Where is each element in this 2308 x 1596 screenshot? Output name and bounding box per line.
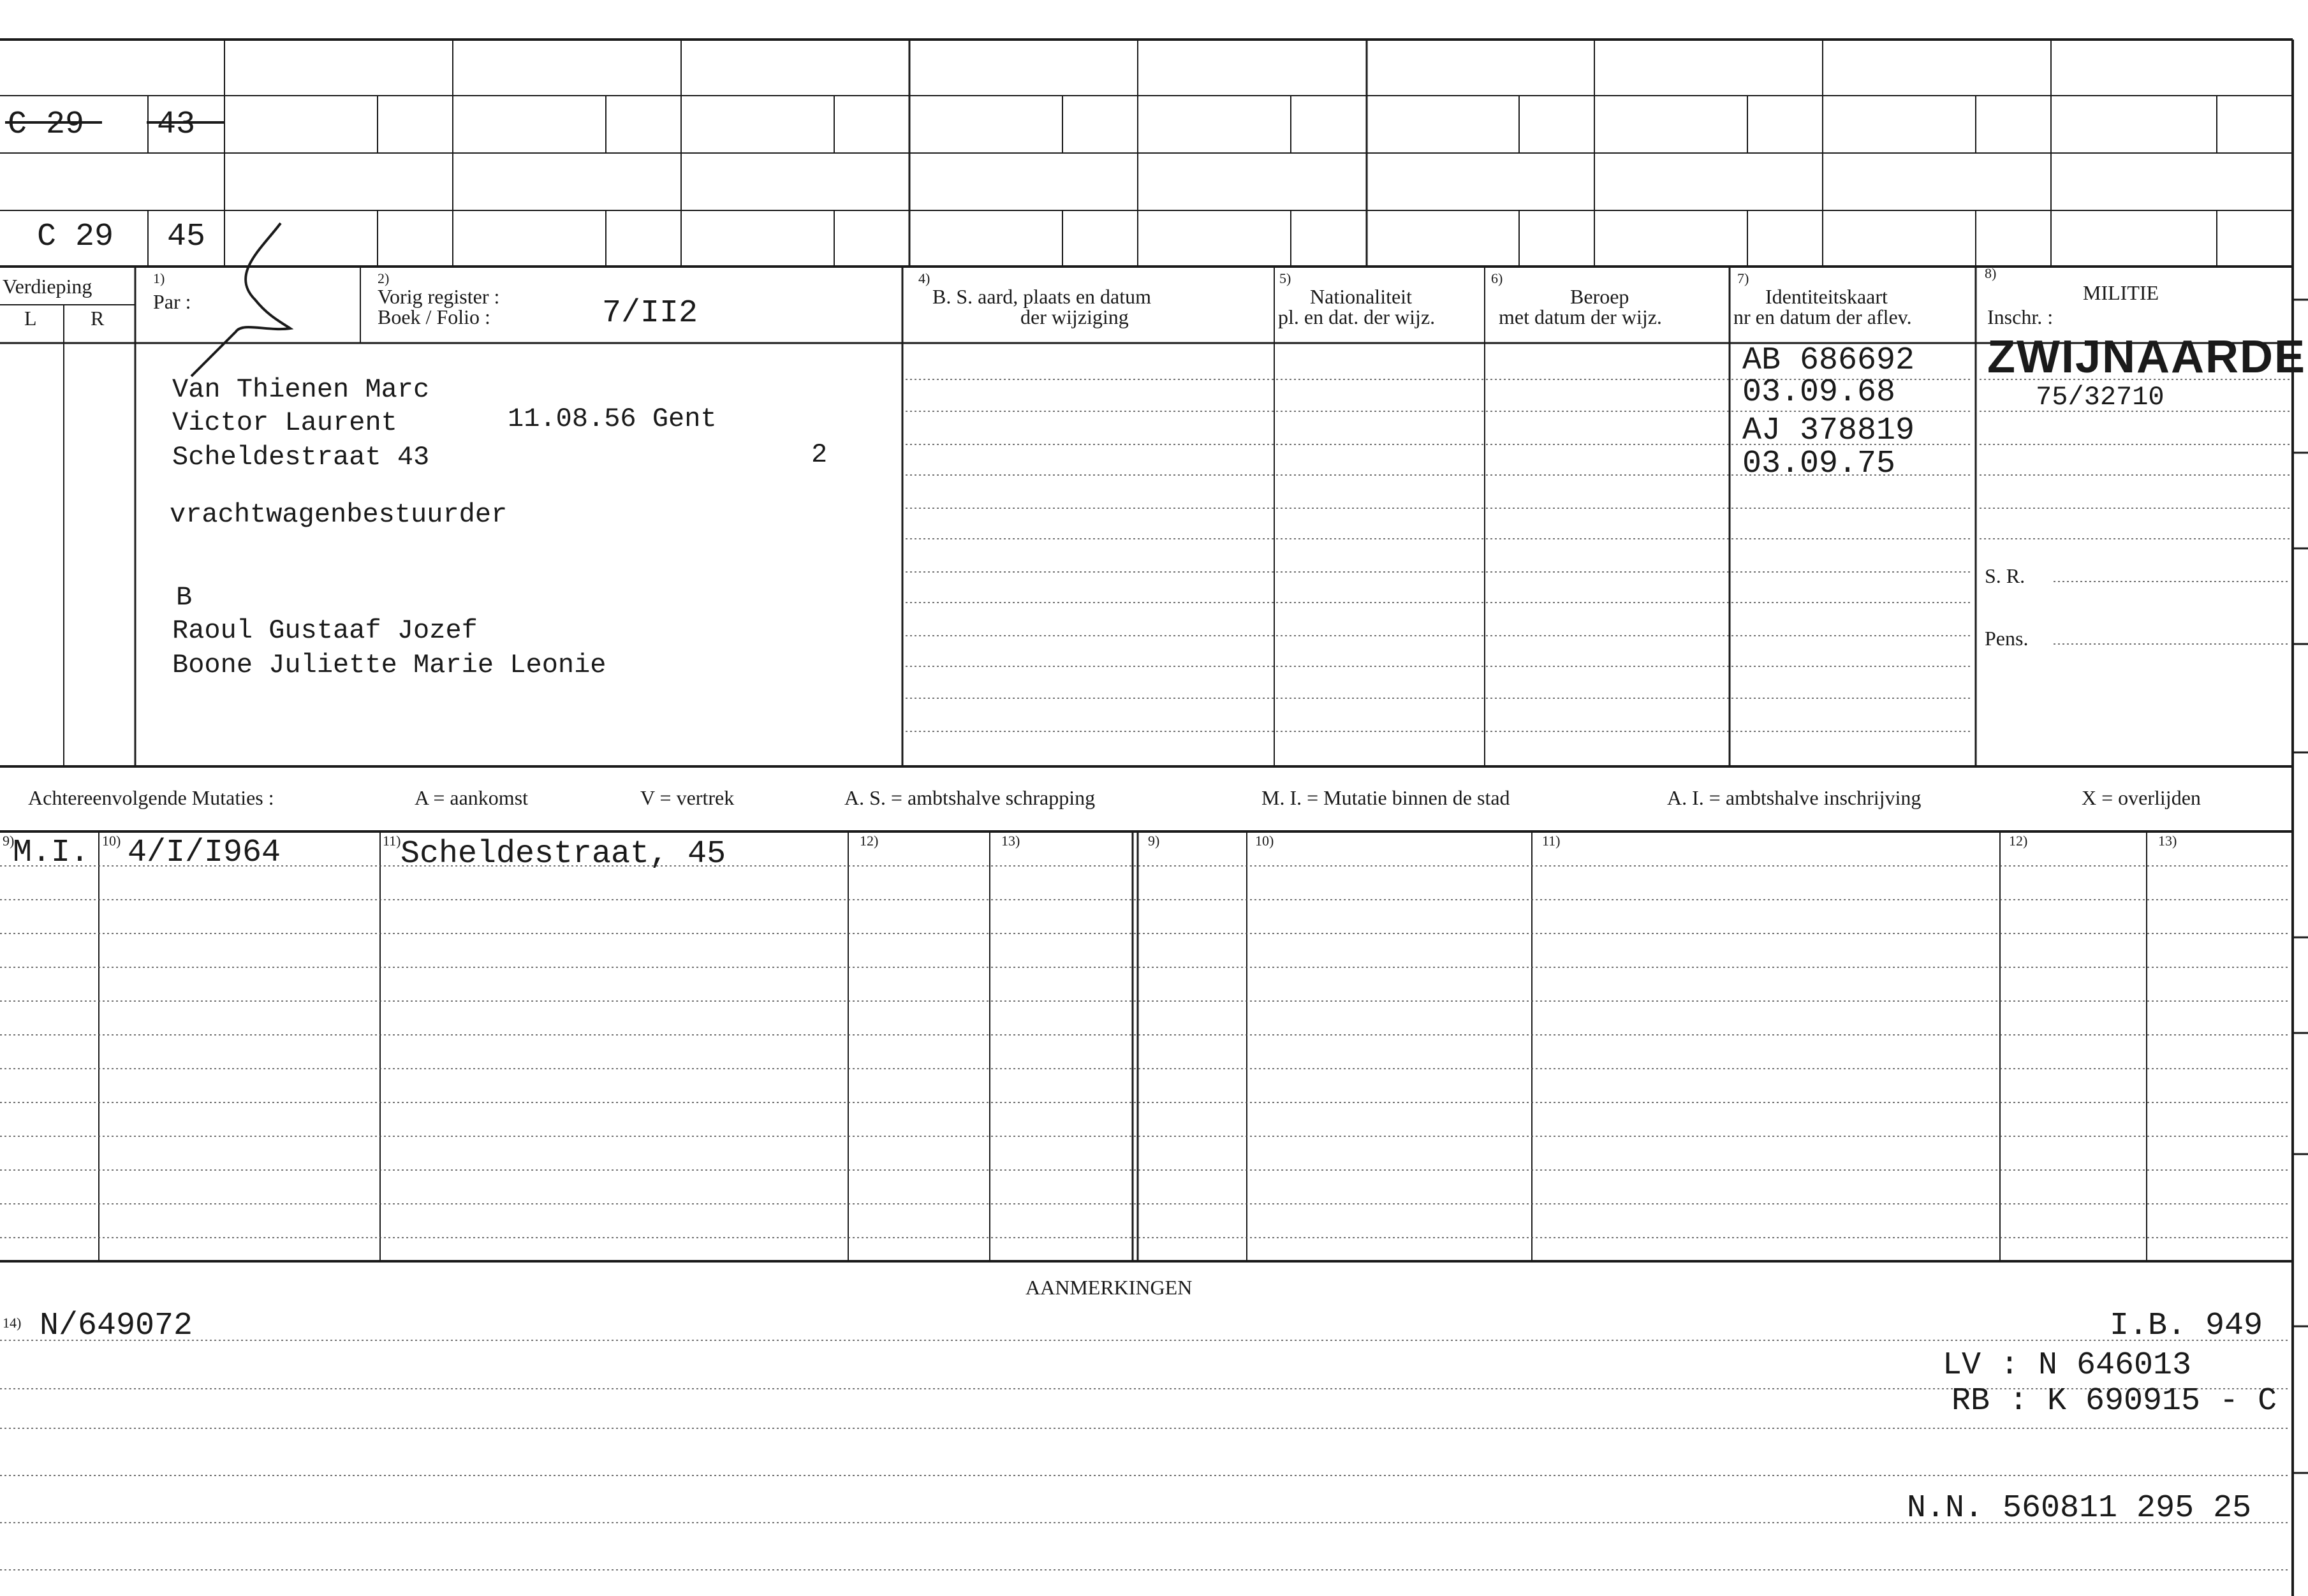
registration-label: Inschr. : <box>1987 305 2054 328</box>
person-given-names: Victor Laurent <box>172 407 397 438</box>
militia-stamp: ZWIJNAARDE <box>1987 332 2306 383</box>
footnote-7: 7) <box>1737 270 1749 286</box>
remarks-code: N/649072 <box>40 1308 193 1344</box>
person-address: Scheldestraat 43 <box>172 442 430 472</box>
footnote-1: 1) <box>153 270 165 286</box>
footnote-8: 8) <box>1985 265 1997 281</box>
father-names: Raoul Gustaaf Jozef <box>172 615 478 646</box>
par-handwritten-mark <box>191 223 290 376</box>
row4-register-cell: C 29 <box>37 219 114 255</box>
floor-left-label: L <box>24 307 37 330</box>
book-folio-label: Boek / Folio : <box>378 305 490 328</box>
col-footnote-12: 12) <box>860 833 879 849</box>
col-footnote-10b: 10) <box>1255 833 1274 849</box>
footnote-6: 6) <box>1491 270 1503 286</box>
pension-label: Pens. <box>1985 627 2029 650</box>
bs-header-line1: B. S. aard, plaats en datum <box>932 285 1152 308</box>
nationality-header-line2: pl. en dat. der wijz. <box>1278 305 1436 328</box>
mutations-legend-title: Achtereenvolgende Mutaties : <box>28 786 274 809</box>
remarks-lv: LV : N 646013 <box>1943 1347 2192 1384</box>
row2-number-cell: 43 <box>157 106 196 143</box>
col-footnote-10: 10) <box>102 833 121 849</box>
militia-number: 75/32710 <box>2036 382 2165 413</box>
person-birth-date-place: 11.08.56 Gent <box>508 404 717 434</box>
mutation-type: M.I. <box>13 835 90 871</box>
mother-names: Boone Juliette Marie Leonie <box>172 650 606 680</box>
id-card-number-1: AB 686692 <box>1742 342 1915 379</box>
mutations-grid <box>0 831 2293 1261</box>
col-footnote-9b: 9) <box>1148 833 1160 849</box>
col-footnote-13: 13) <box>1001 833 1020 849</box>
id-card-number-2: AJ 378819 <box>1742 413 1915 449</box>
remarks-ib: I.B. 949 <box>2110 1308 2263 1344</box>
remarks-rb: RB : K 690915 - C <box>1952 1383 2277 1419</box>
legend-departure: V = vertrek <box>640 786 735 809</box>
footnote-4: 4) <box>918 270 930 286</box>
footnote-5: 5) <box>1279 270 1291 286</box>
footnote-14: 14) <box>3 1315 22 1331</box>
col-footnote-12b: 12) <box>2009 833 2028 849</box>
verdieping-label: Verdieping <box>3 275 92 298</box>
footnote-2: 2) <box>378 270 390 286</box>
book-folio-value: 7/II2 <box>602 295 698 332</box>
col-footnote-11: 11) <box>383 833 401 849</box>
legend-internal-move: M. I. = Mutatie binnen de stad <box>1261 786 1510 809</box>
mutation-date: 4/I/I964 <box>128 835 281 871</box>
occupation-header-line2: met datum der wijz. <box>1499 305 1662 328</box>
par-label: Par : <box>153 290 191 313</box>
right-edge-ticks <box>2293 300 2308 1473</box>
legend-death: X = overlijden <box>2082 786 2201 809</box>
legend-arrival: A = aankomst <box>415 786 529 809</box>
occupation-header-line1: Beroep <box>1570 285 1629 308</box>
col-footnote-13b: 13) <box>2158 833 2177 849</box>
mutations-dotted-lines <box>0 866 2290 1238</box>
id-card-date-2: 03.09.75 <box>1742 446 1896 482</box>
id-card-header-line1: Identiteitskaart <box>1765 285 1888 308</box>
person-occupation: vrachtwagenbestuurder <box>170 499 508 530</box>
row2-register-cell: C 29 <box>8 106 85 143</box>
militia-header: MILITIE <box>2083 281 2159 304</box>
legend-official-removal: A. S. = ambtshalve schrapping <box>844 786 1096 809</box>
col-footnote-11b: 11) <box>1542 833 1561 849</box>
id-card-date-1: 03.09.68 <box>1742 374 1896 411</box>
person-mark: 2 <box>811 439 828 470</box>
remarks-national-number: N.N. 560811 295 25 <box>1907 1490 2252 1526</box>
parents-label: B <box>176 582 193 613</box>
floor-right-label: R <box>91 307 105 330</box>
mutation-address: Scheldestraat, 45 <box>401 836 726 872</box>
col-footnote-9: 9) <box>3 833 15 849</box>
nationality-header-line1: Nationaliteit <box>1310 285 1412 308</box>
sr-label: S. R. <box>1985 564 2025 587</box>
main-dotted-lines <box>906 379 2290 731</box>
row4-number-cell: 45 <box>167 219 206 255</box>
bs-header-line2: der wijziging <box>1020 305 1129 328</box>
legend-official-registration: A. I. = ambtshalve inschrijving <box>1667 786 1922 809</box>
person-surname-line: Van Thienen Marc <box>172 374 430 405</box>
remarks-title: AANMERKINGEN <box>1025 1276 1193 1299</box>
id-card-header-line2: nr en datum der aflev. <box>1733 305 1912 328</box>
previous-register-label: Vorig register : <box>378 285 500 308</box>
